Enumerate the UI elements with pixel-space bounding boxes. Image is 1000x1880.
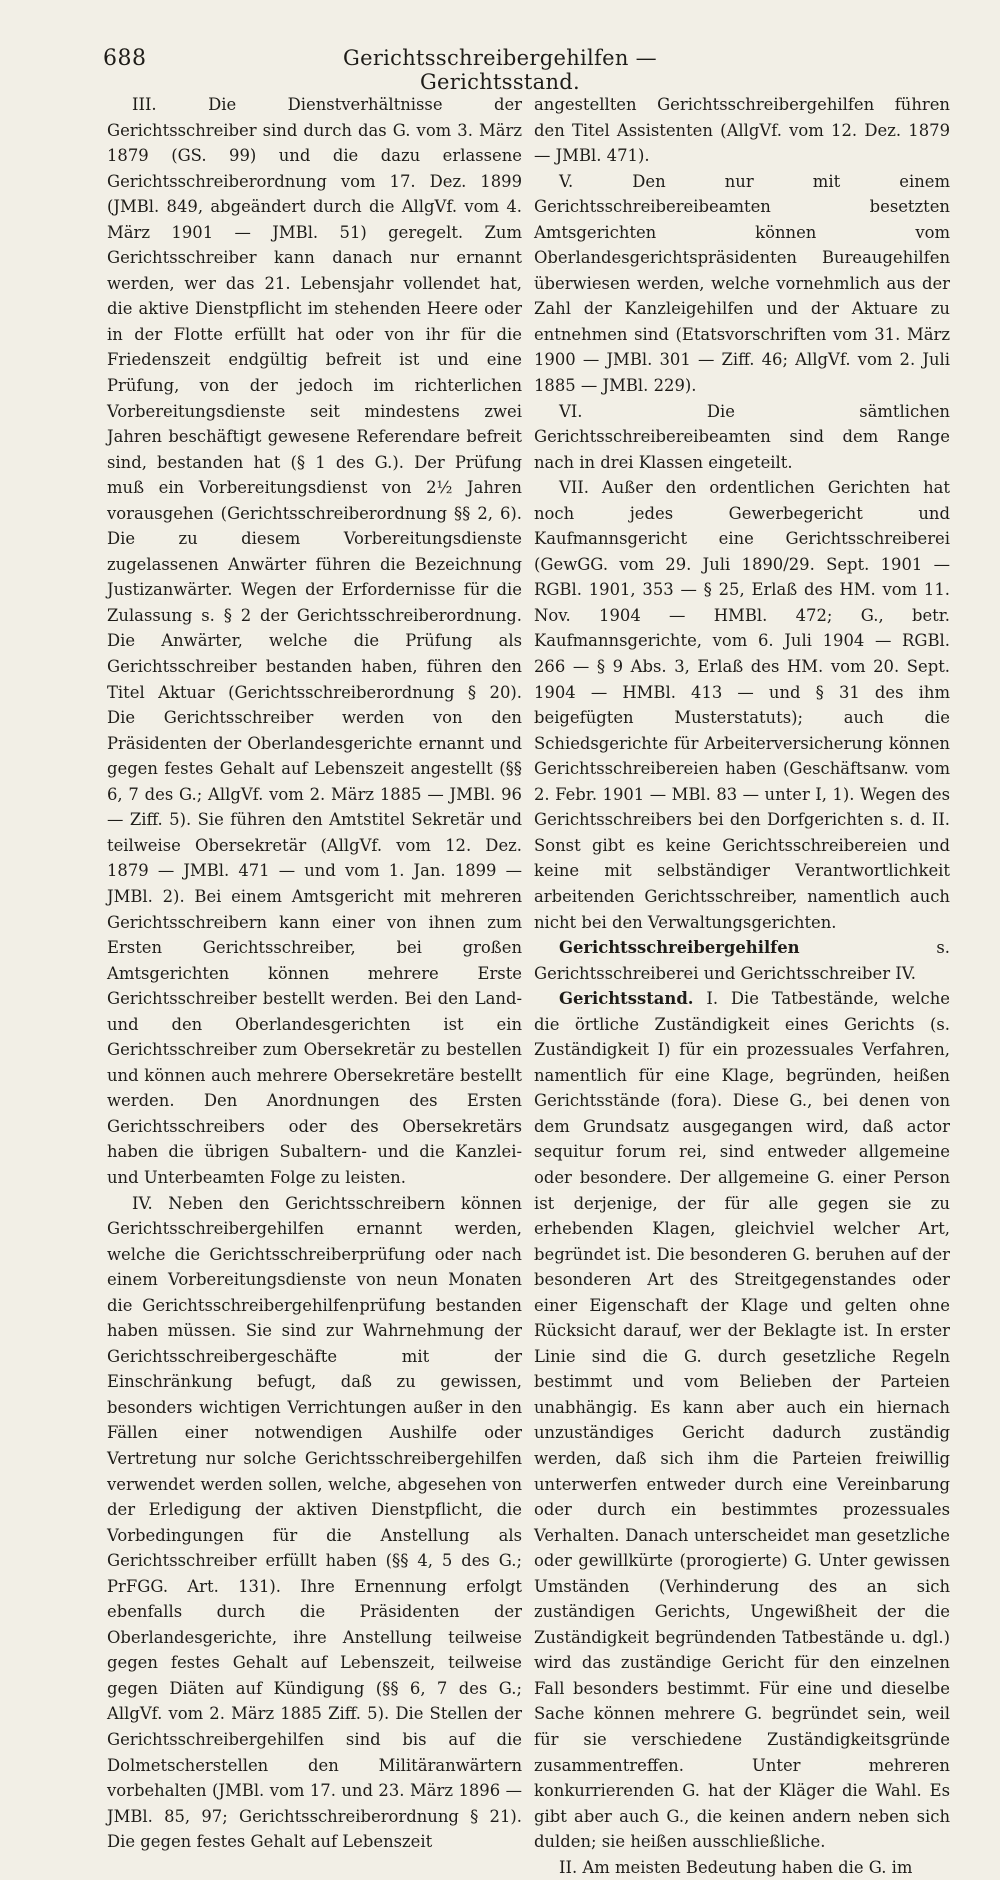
entry-gerichtsschreibergehilfen [534,935,950,986]
paragraph-section-iv: IV. Neben den Gerichtsschreibern können Gerichtsschreibergehilfen ernannt werden, welche die Gerichtsschreiberprüfung oder nach einem Vorbereitungsdienste von neun Monaten die Gerichtsschreibergehilfenprüfung bestanden haben müssen. Sie sind zur Wahrnehmung der Gerichtsschreibergeschäfte mit der Einschränkung befugt, daß zu gewissen, besonders wichtigen Verrichtungen außer in den Fällen einer notwendigen Aushilfe oder Vertretung nur solche Gerichtsschreibergehilfen verwendet werden sollen, welche, abgesehen von der Erledigung der aktiven Dienstpflicht, die Vorbedingungen für die Anstellung als Gerichtsschreiber erfüllt haben (§§ 4, 5 des G.; PrFGG. Art. 131). Ihre Ernennung erfolgt ebenfalls durch die Präsidenten der Oberlandesgerichte, ihre Anstellung teilweise gegen festes Gehalt auf Lebenszeit, teilweise gegen Diäten auf Kündigung (§§ 6, 7 des G.; AllgVf. vom 2. März 1885 Ziff. 5). Die Stellen der Gerichtsschreibergehilfen sind bis auf die Dolmetscherstellen den Militäranwärtern vorbehalten (JMBl. vom 17. und 23. März 1896 — JMBl. 85, 97; Gerichtsschreiberordnung § 21). Die gegen festes Gehalt auf Lebenszeit [107,1193,522,1852]
running-head: Gerichtsschreibergehilfen — Gerichtsstand. [343,46,657,94]
paragraph-section-vi [534,399,950,476]
entry-text: I. Die Tatbestände, welche die örtliche Zuständigkeit eines Gerichts (s. Zuständigkeit I) für ein prozessuales Verfahren, namentlich für eine Klage, begründen, heißen Gerichtsstände (fora). Diese G., bei denen von dem Grundsatz ausgegangen wird, daß actor sequitur forum rei, sind entweder allgemeine oder besondere. Der allgemeine G. einer Person ist derjenige, der für alle gegen sie zu erhebenden Klagen, gleichviel welcher Art, begründet ist. Die besonderen G. beruhen auf der besonderen Art des Streitgegenstandes oder einer Eigenschaft der Klage und gelten ohne Rücksicht darauf, wer der Beklagte ist. In erster Linie sind die G. durch gesetzliche Regeln bestimmt und vom Belieben der Parteien unabhängig. Es kann aber auch ein hiernach unzuständiges Gericht dadurch zuständig werden, daß sich ihm die Parteien freiwillig unterwerfen entweder durch eine Vereinbarung oder durch ein bestimmtes prozessuales Verhalten. Danach unterscheidet man gesetzliche oder gewillkürte (prorogierte) G. Unter gewissen Umständen (Verhinderung des an sich zuständigen Gerichts, Ungewißheit der die Zuständigkeit begründenden Tatbestände u. dgl.) wird das zuständige Gericht für den einzelnen Fall besonders bestimmt. Für eine und dieselbe Sache können mehrere G. begründet sein, weil für sie verschiedene Zuständigkeitsgründe zusammentreffen. Unter mehreren konkurrierenden G. hat der Kläger die Wahl. Es gibt aber auch G., die keinen andern neben sich dulden; sie heißen ausschließliche. [534,989,950,1852]
paragraph-text: VII. Außer den ordentlichen Gerichten hat noch jedes Gewerbegericht und Kaufmannsgericht eine Gerichtsschreiberei (GewGG. vom 29. Juli 1890/29. Sept. 1901 — RGBl. 1901, 353 — § 25, Erlaß des HM. vom 11. Nov. 1904 — HMBl. 472; G., betr. Kaufmannsgerichte, vom 6. Juli 1904 — RGBl. 266 — § 9 Abs. 3, Erlaß des HM. vom 20. Sept. 1904 — HMBl. 413 — und § 31 des ihm beigefügten Musterstatuts); auch die Schiedsgerichte für Arbeiterversicherung können Gerichtsschreibereien haben (Geschäftsanw. vom 2. Febr. 1901 — MBl. 83 — unter I, 1). Wegen des Gerichtsschreibers bei den Dorfgerichten s. d. II. Sonst gibt es keine Gerichtsschreibereien und keine mit selbständiger Verantwortlichkeit arbeitenden Gerichtsschreiber, namentlich auch nicht bei den Verwaltungsgerichten. [534,478,950,932]
paragraph-continuation [534,92,950,169]
paragraph-section-ii [534,1855,950,1880]
paragraph-section-vii [534,475,950,935]
paragraph-text: VI. Die sämtlichen Gerichtsschreibereibeamten sind dem Range nach in drei Klassen eingeteilt. [534,401,950,472]
entry-headword: Gerichtsstand. [559,989,694,1009]
right-column [534,92,950,1880]
entry-gerichtsstand [534,986,950,1855]
paragraph-section-iii: III. Die Dienstverhältnisse der Gerichtsschreiber sind durch das G. vom 3. März 1879 (GS. 99) und die dazu erlassene Gerichtsschreiberordnung vom 17. Dez. 1899 (JMBl. 849, abgeändert durch die AllgVf. vom 4. März 1901 — JMBl. 51) geregelt. Zum Gerichtsschreiber kann danach nur ernannt werden, wer das 21. Lebensjahr vollendet hat, die aktive Dienstpflicht im stehenden Heere oder in der Flotte erfüllt hat oder von ihr für die Friedenszeit endgültig befreit ist und eine Prüfung, von der jedoch im richterlichen Vorbereitungsdienste seit mindestens zwei Jahren beschäftigt gewesene Referendare befreit sind, bestanden hat (§ 1 des G.). Der Prüfung muß ein Vorbereitungsdienst von 2½ Jahren vorausgehen (Gerichtsschreiberordnung §§ 2, 6). Die zu diesem Vorbereitungsdienste zugelassenen Anwärter führen die Bezeichnung Justizanwärter. Wegen der Erfordernisse für die Zulassung s. § 2 der Gerichtsschreiberordnung. Die Anwärter, welche die Prüfung als Gerichtsschreiber bestanden haben, führen den Titel Aktuar (Gerichtsschreiberordnung § 20). Die Gerichtsschreiber werden von den Präsidenten der Oberlandesgerichte ernannt und gegen festes Gehalt auf Lebenszeit angestellt (§§ 6, 7 des G.; AllgVf. vom 2. März 1885 — JMBl. 96 — Ziff. 5). Sie führen den Amtstitel Sekretär und teilweise Obersekretär (AllgVf. vom 12. Dez. 1879 — JMBl. 471 — und vom 1. Jan. 1899 — JMBl. 2). Bei einem Amtsgericht mit mehreren Gerichtsschreibern kann einer von ihnen zum Ersten Gerichtsschreiber, bei großen Amtsgerichten können mehrere Erste Gerichtsschreiber bestellt werden. Bei den Land- und den Oberlandesgerichten ist ein Gerichtsschreiber zum Obersekretär zu bestellen und können auch mehrere Obersekretäre bestellt werden. Den Anordnungen des Ersten Gerichtsschreibers oder des Obersekretärs haben die übrigen Subaltern- und die Kanzlei- und Unterbeamten Folge zu leisten. [107,95,522,1187]
paragraph-text: angestellten Gerichtsschreibergehilfen führen den Titel Assistenten (AllgVf. vom 12. Dez. 1879 — JMBl. 471). [534,95,950,166]
entry-headword: Gerichtsschreibergehilfen [559,938,800,958]
entry-text: s. Gerichtsschreiberei und Gerichtsschreiber IV. [534,938,950,983]
left-column [107,92,522,1855]
paragraph-text: II. Am meisten Bedeutung haben die G. im [559,1857,913,1877]
paragraph-section-v [534,169,950,399]
page-number: 688 [103,46,147,71]
paragraph-text: V. Den nur mit einem Gerichtsschreibereibeamten besetzten Amtsgerichten können vom Oberlandesgerichtspräsidenten Bureaugehilfen überwiesen werden, welche vornehmlich aus der Zahl der Kanzleigehilfen und der Aktuare zu entnehmen sind (Etatsvorschriften vom 31. März 1900 — JMBl. 301 — Ziff. 46; AllgVf. vom 2. Juli 1885 — JMBl. 229). [534,171,950,396]
